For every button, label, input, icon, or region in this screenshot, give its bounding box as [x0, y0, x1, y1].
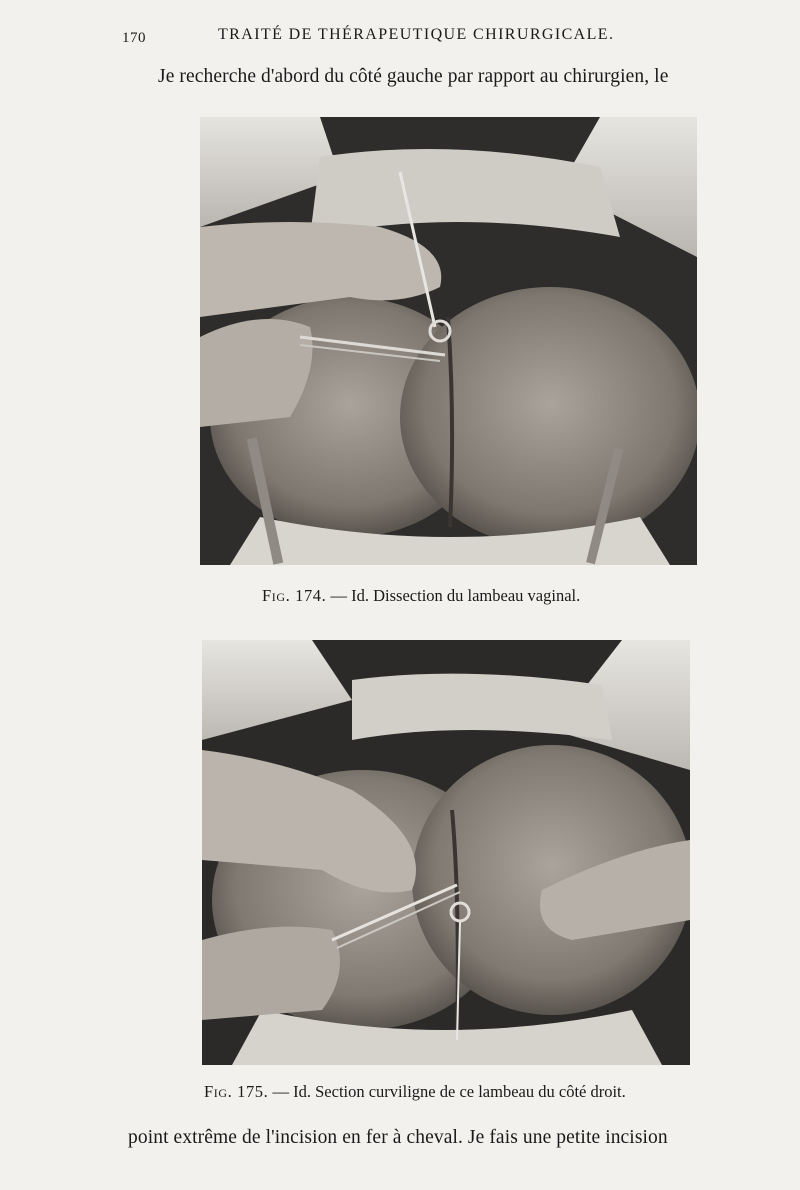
figure-174-photograph [200, 117, 697, 565]
body-text-top: Je recherche d'abord du côté gauche par rapport au chirurgien, le [158, 66, 669, 87]
figure-174-label: Fig. 174. [262, 586, 327, 605]
figure-175-photograph [202, 640, 690, 1065]
page-number: 170 [122, 30, 146, 46]
figure-175-label: Fig. 175. [204, 1082, 269, 1101]
figure-174-caption-text: — Id. Dissection du lambeau vaginal. [326, 586, 581, 605]
figure-175-caption-text: — Id. Section curviligne de ce lambeau du côté droit. [268, 1082, 626, 1101]
figure-175-illustration [202, 640, 690, 1065]
running-title: TRAITÉ DE THÉRAPEUTIQUE CHIRURGICALE. [218, 26, 615, 43]
figure-175-caption [204, 1082, 626, 1102]
body-text-bottom: point extrême de l'incision en fer à cheval. Je fais une petite incision [128, 1127, 668, 1148]
figure-174-caption [262, 586, 580, 606]
running-head [122, 26, 682, 48]
figure-174-illustration [200, 117, 697, 565]
